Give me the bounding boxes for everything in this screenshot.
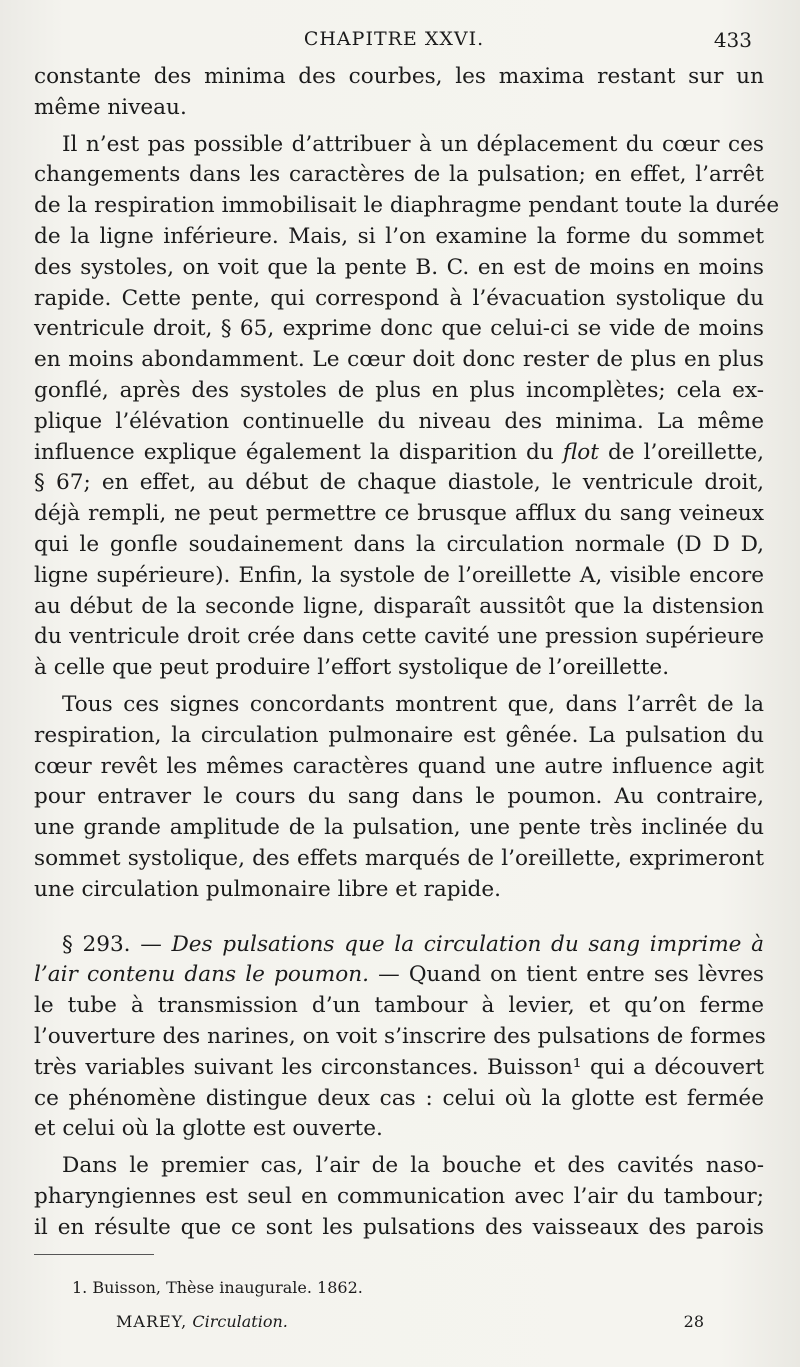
- text-line: § 67; en effet, au début de chaque diastole, le ventricule droit,: [34, 470, 764, 496]
- footer-work: Circulation.: [192, 1312, 288, 1331]
- text-line: du ventricule droit crée dans cette cavité une pression supérieure: [34, 624, 764, 650]
- text-line: déjà rempli, ne peut permettre ce brusque afflux du sang veineux: [34, 501, 764, 527]
- text-line: Tous ces signes concordants montrent que, dans l’arrêt de la: [62, 691, 764, 717]
- text-line: pharyngiennes est seul en communication avec l’air du tambour;: [34, 1183, 764, 1209]
- text-line: Dans le premier cas, l’air de la bouche et des cavités naso-: [62, 1153, 764, 1179]
- text-line: l’air contenu dans le poumon. — Quand on tient entre ses lèvres: [34, 962, 765, 988]
- text-line: il en résulte que ce sont les pulsations des vaisseaux des parois: [34, 1214, 764, 1240]
- text-line: ligne supérieure). Enfin, la systole de l’oreillette A, visible encore: [34, 562, 764, 588]
- text-line: sommet systolique, des effets marqués de l’oreillette, exprimeront: [34, 845, 764, 871]
- text-line: pour entraver le cours du sang dans le poumon. Au contraire,: [34, 784, 764, 810]
- text-line: l’ouverture des narines, on voit s’inscrire des pulsations de formes: [34, 1023, 766, 1049]
- chapter-title: CHAPITRE XXVI.: [303, 28, 485, 50]
- text-line: en moins abondamment. Le cœur doit donc rester de plus en plus: [34, 347, 764, 373]
- text-line: qui le gonfle soudainement dans la circulation normale (D D D,: [34, 531, 764, 557]
- footnote-rule: [34, 1254, 154, 1255]
- text-line: une grande amplitude de la pulsation, une pente très inclinée du: [34, 815, 764, 841]
- section-gap: [34, 906, 764, 930]
- text-line: respiration, la circulation pulmonaire est gênée. La pulsation du: [34, 722, 764, 748]
- signature-mark: 28: [683, 1312, 704, 1331]
- text-line: rapide. Cette pente, qui correspond à l’évacuation systolique du: [34, 285, 764, 311]
- text-line: des systoles, on voit que la pente B. C. en est de moins en moins: [34, 254, 764, 280]
- text-line: constante des minima des courbes, les maxima restant sur un: [34, 64, 764, 89]
- text-line: ce phénomène distingue deux cas : celui où la glotte est fermée: [34, 1085, 764, 1111]
- text-line: Il n’est pas possible d’attribuer à un déplacement du cœur ces: [62, 131, 764, 157]
- footnote: 1. Buisson, Thèse inaugurale. 1862.: [72, 1278, 363, 1297]
- text-line: le tube à transmission d’un tambour à levier, et qu’on ferme: [34, 993, 764, 1019]
- text-line: de la ligne inférieure. Mais, si l’on examine la forme du sommet: [34, 223, 764, 249]
- text-line: gonflé, après des systoles de plus en plus incomplètes; cela ex-: [34, 377, 764, 403]
- text-line: § 293. — Des pulsations que la circulation du sang imprime à: [62, 931, 764, 957]
- text-line: même niveau.: [34, 94, 187, 120]
- footer-author: MAREY,: [116, 1312, 188, 1331]
- running-header: [36, 28, 752, 58]
- text-line: et celui où la glotte est ouverte.: [34, 1116, 383, 1142]
- text-line: plique l’élévation continuelle du niveau des minima. La même: [34, 408, 764, 434]
- page-number: 433: [713, 28, 752, 52]
- text-line: ventricule droit, § 65, exprime donc que celui-ci se vide de moins: [34, 316, 764, 342]
- text-line: au début de la seconde ligne, disparaît aussitôt que la distension: [34, 593, 764, 619]
- text-line: une circulation pulmonaire libre et rapide.: [34, 876, 501, 902]
- text-line: très variables suivant les circonstances. Buisson¹ qui a découvert: [34, 1054, 764, 1080]
- text-line: changements dans les caractères de la pulsation; en effet, l’arrêt: [34, 162, 764, 188]
- page-footer: [116, 1312, 704, 1331]
- text-line: influence explique également la disparition du flot de l’oreillette,: [34, 439, 764, 465]
- text-line: à celle que peut produire l’effort systolique de l’oreillette.: [34, 655, 670, 681]
- text-line: cœur revêt les mêmes caractères quand une autre influence agit: [34, 753, 764, 779]
- text-line: de la respiration immobilisait le diaphragme pendant toute la durée: [34, 193, 780, 219]
- body-text: [34, 62, 780, 1243]
